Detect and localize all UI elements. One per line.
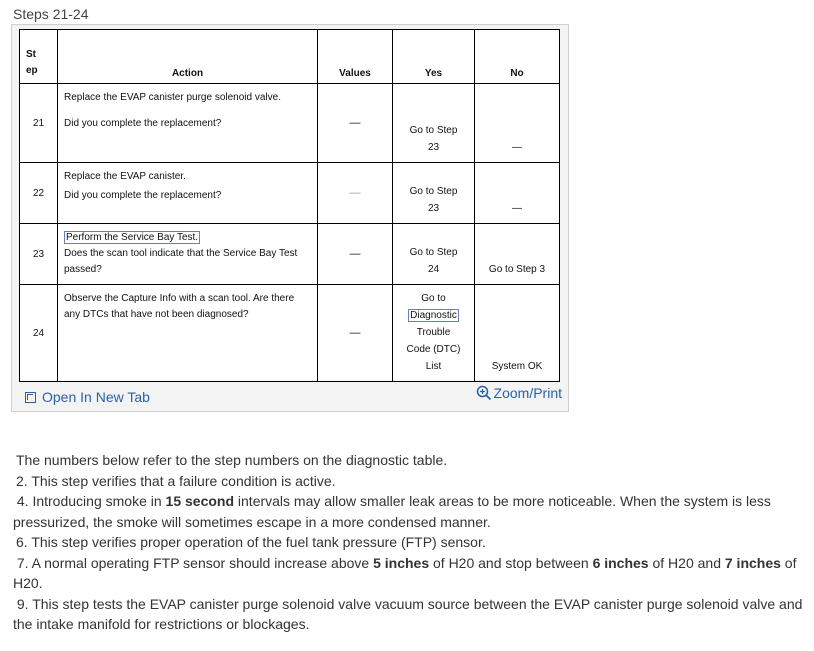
note-item: 9. This step tests the EVAP canister purge solenoid valve vacuum source between the EVAP canister purge solenoid valve and the intake manifold for restrictions or blockages. [13, 595, 803, 632]
yes-cell: Go to Step 23 [393, 163, 475, 224]
zoom-print-button[interactable] [476, 385, 562, 401]
note-item: 6. This step verifies proper operation of the fuel tank pressure (FTP) sensor. [16, 534, 486, 550]
step-number: 23 [20, 224, 58, 285]
section-heading: Steps 21-24 [13, 6, 89, 22]
yes-cell: Go to Step 24 [393, 224, 475, 285]
values-cell: — [318, 224, 393, 285]
no-cell: — [475, 84, 560, 163]
figure-toolbar [12, 382, 568, 410]
diagnostic-table-figure [11, 24, 569, 412]
values-cell: — [318, 84, 393, 163]
table-row [20, 84, 560, 163]
values-cell: — [318, 163, 393, 224]
yes-cell: Go to Step 23 [393, 84, 475, 163]
step-number: 24 [20, 285, 58, 382]
service-bay-test-link[interactable]: Perform the Service Bay Test. [66, 232, 199, 243]
step-number: 22 [20, 163, 58, 224]
note-item: 4. Introducing smoke in 15 second intervals may allow smaller leak areas to be more noticeable. When the system is less pressurized, the smoke will sometimes escape in a more condensed manner. [13, 493, 771, 530]
header-step: St ep [20, 30, 58, 84]
zoom-print-label: Zoom/Print [493, 385, 562, 401]
header-yes: Yes [393, 30, 475, 84]
note-item: 7. A normal operating FTP sensor should increase above 5 inches of H20 and stop between 6 inches of H20 and 7 inches of H20. [13, 554, 797, 591]
step-number: 21 [20, 84, 58, 163]
header-no: No [475, 30, 560, 84]
action-cell: Observe the Capture Info with a scan tool. Are there any DTCs that have not been diagnosed? [58, 285, 318, 382]
dtc-list-link[interactable]: Diagnostic [410, 310, 457, 321]
action-cell: Replace the EVAP canister. Did you complete the replacement? [58, 163, 318, 224]
table-row [20, 224, 560, 285]
open-in-new-tab-label: Open In New Tab [42, 389, 150, 405]
table-image [19, 29, 559, 380]
yes-cell: Go to Diagnostic Trouble Code (DTC) List [393, 285, 475, 382]
table-row [20, 285, 560, 382]
step-notes [13, 450, 803, 635]
header-values: Values [318, 30, 393, 84]
no-cell: System OK [475, 285, 560, 382]
values-cell: — [318, 285, 393, 382]
table-row [20, 163, 560, 224]
note-item: 2. This step verifies that a failure condition is active. [16, 472, 336, 489]
action-cell: Perform the Service Bay Test. Does the scan tool indicate that the Service Bay Test passed? [58, 224, 318, 285]
notes-intro: The numbers below refer to the step numbers on the diagnostic table. [16, 452, 448, 468]
zoom-in-icon [476, 385, 492, 401]
no-cell: — [475, 163, 560, 224]
diagnostic-table [19, 29, 560, 382]
action-cell: Replace the EVAP canister purge solenoid valve. Did you complete the replacement? [58, 84, 318, 163]
open-in-new-tab-button[interactable] [25, 389, 150, 405]
open-new-tab-icon [25, 392, 36, 403]
header-action: Action [58, 30, 318, 84]
no-cell: Go to Step 3 [475, 224, 560, 285]
table-header-row [20, 30, 560, 84]
